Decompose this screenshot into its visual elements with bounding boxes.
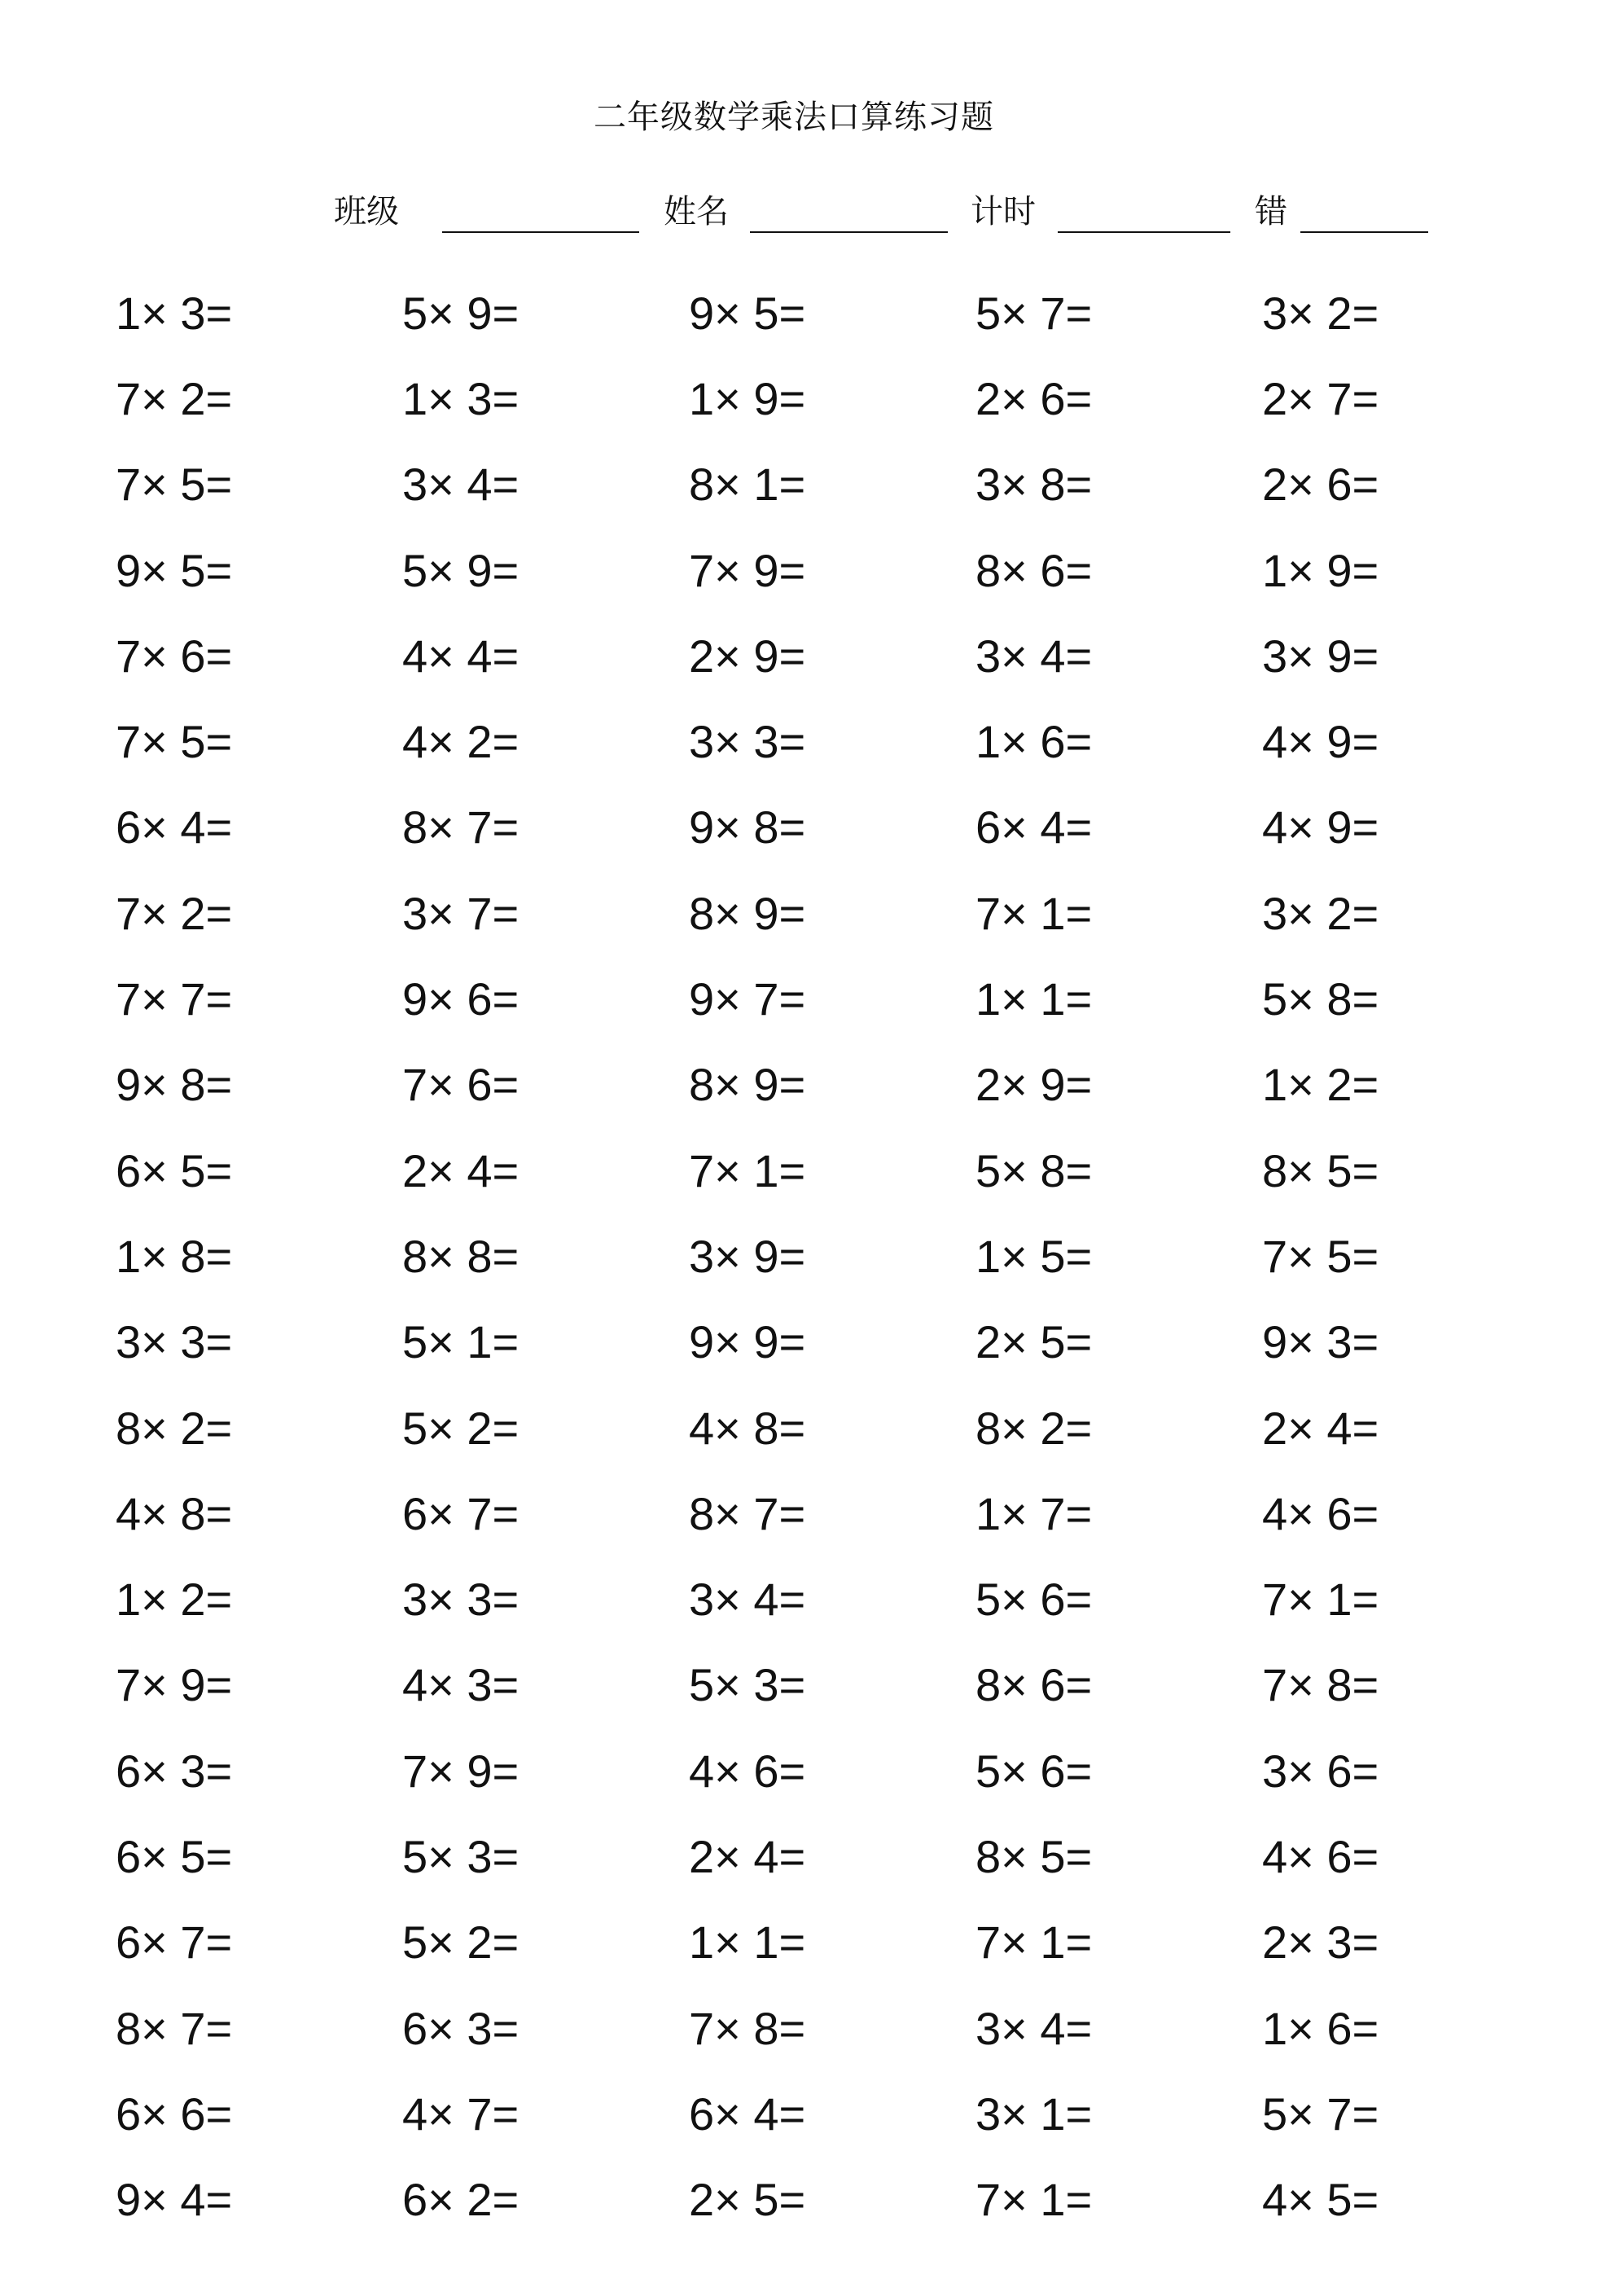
- multiplication-problem: 2× 7=: [1262, 372, 1379, 424]
- multiplication-problem: 5× 3=: [402, 1830, 519, 1882]
- time-blank[interactable]: [1058, 231, 1230, 233]
- multiplication-problem: 7× 1=: [975, 887, 1093, 939]
- multiplication-problem: 3× 4=: [975, 630, 1093, 682]
- multiplication-problem: 1× 2=: [1262, 1059, 1379, 1111]
- multiplication-problem: 5× 9=: [402, 544, 519, 596]
- multiplication-problem: 2× 9=: [689, 630, 806, 682]
- multiplication-problem: 4× 6=: [1262, 1487, 1379, 1539]
- multiplication-problem: 3× 1=: [975, 2087, 1093, 2140]
- name-label: 姓名: [664, 193, 729, 230]
- multiplication-problem: 4× 6=: [1262, 1830, 1379, 1882]
- multiplication-problem: 1× 9=: [1262, 544, 1379, 596]
- problem-row: [116, 1214, 1549, 1299]
- multiplication-problem: 1× 5=: [975, 1230, 1093, 1282]
- multiplication-problem: 1× 8=: [116, 1230, 233, 1282]
- multiplication-problem: 4× 8=: [689, 1402, 806, 1454]
- problem-row: [116, 1986, 1549, 2071]
- multiplication-problem: 6× 7=: [116, 1916, 233, 1969]
- multiplication-problem: 6× 3=: [402, 2002, 519, 2054]
- multiplication-problem: 4× 6=: [689, 1745, 806, 1797]
- multiplication-problem: 3× 7=: [402, 887, 519, 939]
- multiplication-problem: 3× 3=: [689, 716, 806, 768]
- multiplication-problem: 7× 1=: [689, 1144, 806, 1196]
- multiplication-problem: 7× 5=: [116, 459, 233, 511]
- multiplication-problem: 7× 5=: [116, 716, 233, 768]
- worksheet-title: 二年级数学乘法口算练习题: [594, 99, 994, 136]
- multiplication-problem: 9× 9=: [689, 1316, 806, 1368]
- multiplication-problem: 5× 8=: [1262, 973, 1379, 1025]
- multiplication-problem: 5× 2=: [402, 1402, 519, 1454]
- multiplication-problem: 7× 6=: [402, 1059, 519, 1111]
- multiplication-problem: 8× 5=: [975, 1830, 1093, 1882]
- multiplication-problem: 3× 4=: [689, 1574, 806, 1626]
- multiplication-problem: 7× 8=: [689, 2002, 806, 2054]
- multiplication-problem: 7× 1=: [1262, 1574, 1379, 1626]
- multiplication-problem: 6× 4=: [975, 801, 1093, 854]
- multiplication-problem: 1× 3=: [116, 287, 233, 339]
- time-label: 计时: [971, 193, 1036, 230]
- multiplication-problem: 8× 5=: [1262, 1144, 1379, 1196]
- multiplication-problem: 6× 3=: [116, 1745, 233, 1797]
- multiplication-problem: 1× 6=: [1262, 2002, 1379, 2054]
- multiplication-problem: 3× 3=: [116, 1316, 233, 1368]
- problem-row: [116, 1556, 1549, 1642]
- multiplication-problem: 2× 5=: [689, 2174, 806, 2226]
- multiplication-problem: 7× 8=: [1262, 1659, 1379, 1711]
- multiplication-problem: 2× 3=: [1262, 1916, 1379, 1969]
- multiplication-problem: 1× 9=: [689, 372, 806, 424]
- errors-blank[interactable]: [1300, 231, 1428, 233]
- multiplication-problem: 8× 8=: [402, 1230, 519, 1282]
- multiplication-problem: 9× 3=: [1262, 1316, 1379, 1368]
- multiplication-problem: 4× 3=: [402, 1659, 519, 1711]
- multiplication-problem: 8× 6=: [975, 544, 1093, 596]
- multiplication-problem: 9× 5=: [689, 287, 806, 339]
- multiplication-problem: 4× 7=: [402, 2087, 519, 2140]
- problem-row: [116, 442, 1549, 528]
- multiplication-problem: 4× 5=: [1262, 2174, 1379, 2226]
- multiplication-problem: 3× 2=: [1262, 287, 1379, 339]
- class-blank[interactable]: [442, 231, 639, 233]
- multiplication-problem: 8× 7=: [689, 1487, 806, 1539]
- problem-row: [116, 1900, 1549, 1986]
- multiplication-problem: 7× 5=: [1262, 1230, 1379, 1282]
- multiplication-problem: 1× 2=: [116, 1574, 233, 1626]
- multiplication-problem: 5× 7=: [975, 287, 1093, 339]
- multiplication-problem: 2× 6=: [975, 372, 1093, 424]
- multiplication-problem: 4× 8=: [116, 1487, 233, 1539]
- multiplication-problem: 6× 7=: [402, 1487, 519, 1539]
- multiplication-problem: 9× 6=: [402, 973, 519, 1025]
- multiplication-problem: 5× 8=: [975, 1144, 1093, 1196]
- multiplication-problem: 4× 4=: [402, 630, 519, 682]
- problem-row: [116, 1728, 1549, 1814]
- problem-row: [116, 956, 1549, 1042]
- multiplication-problem: 5× 7=: [1262, 2087, 1379, 2140]
- name-blank[interactable]: [750, 231, 948, 233]
- multiplication-problem: 4× 9=: [1262, 716, 1379, 768]
- multiplication-problem: 3× 9=: [1262, 630, 1379, 682]
- multiplication-problem: 6× 5=: [116, 1144, 233, 1196]
- multiplication-problem: 7× 9=: [689, 544, 806, 596]
- problem-row: [116, 1471, 1549, 1556]
- problem-row: [116, 699, 1549, 784]
- multiplication-problem: 9× 7=: [689, 973, 806, 1025]
- multiplication-problem: 3× 9=: [689, 1230, 806, 1282]
- multiplication-problem: 6× 2=: [402, 2174, 519, 2226]
- multiplication-problem: 7× 9=: [116, 1659, 233, 1711]
- multiplication-problem: 3× 8=: [975, 459, 1093, 511]
- problem-row: [116, 2071, 1549, 2157]
- multiplication-problem: 1× 3=: [402, 372, 519, 424]
- problem-row: [116, 270, 1549, 356]
- multiplication-problem: 9× 4=: [116, 2174, 233, 2226]
- multiplication-problem: 6× 5=: [116, 1830, 233, 1882]
- multiplication-problem: 5× 9=: [402, 287, 519, 339]
- problem-row: [116, 785, 1549, 871]
- multiplication-problem: 5× 2=: [402, 1916, 519, 1969]
- problem-row: [116, 2158, 1549, 2243]
- multiplication-problem: 2× 5=: [975, 1316, 1093, 1368]
- multiplication-problem: 9× 5=: [116, 544, 233, 596]
- multiplication-problem: 4× 9=: [1262, 801, 1379, 854]
- problem-row: [116, 1043, 1549, 1128]
- multiplication-problem: 8× 9=: [689, 887, 806, 939]
- problem-row: [116, 1385, 1549, 1471]
- multiplication-problem: 9× 8=: [116, 1059, 233, 1111]
- multiplication-problem: 7× 7=: [116, 973, 233, 1025]
- multiplication-problem: 5× 1=: [402, 1316, 519, 1368]
- multiplication-problem: 3× 4=: [975, 2002, 1093, 2054]
- multiplication-problem: 6× 4=: [689, 2087, 806, 2140]
- class-label: 班级: [334, 193, 399, 230]
- multiplication-problem: 2× 9=: [975, 1059, 1093, 1111]
- multiplication-problem: 7× 2=: [116, 887, 233, 939]
- multiplication-problem: 8× 2=: [975, 1402, 1093, 1454]
- multiplication-problem: 8× 9=: [689, 1059, 806, 1111]
- multiplication-problem: 2× 4=: [1262, 1402, 1379, 1454]
- multiplication-problem: 8× 7=: [402, 801, 519, 854]
- multiplication-problem: 7× 9=: [402, 1745, 519, 1797]
- multiplication-problem: 8× 1=: [689, 459, 806, 511]
- problem-row: [116, 528, 1549, 613]
- multiplication-problem: 2× 4=: [689, 1830, 806, 1882]
- student-info-bar: [0, 181, 1622, 238]
- multiplication-problem: 3× 2=: [1262, 887, 1379, 939]
- multiplication-problem: 9× 8=: [689, 801, 806, 854]
- problem-row: [116, 1814, 1549, 1899]
- multiplication-problem: 3× 6=: [1262, 1745, 1379, 1797]
- problem-row: [116, 1643, 1549, 1728]
- multiplication-problem: 7× 6=: [116, 630, 233, 682]
- multiplication-problem: 4× 2=: [402, 716, 519, 768]
- multiplication-problem: 5× 6=: [975, 1574, 1093, 1626]
- problem-row: [116, 613, 1549, 699]
- multiplication-problem: 8× 7=: [116, 2002, 233, 2054]
- multiplication-problem: 1× 7=: [975, 1487, 1093, 1539]
- multiplication-problem: 6× 4=: [116, 801, 233, 854]
- problem-row: [116, 1128, 1549, 1214]
- multiplication-problem: 1× 1=: [689, 1916, 806, 1969]
- multiplication-problem: 5× 3=: [689, 1659, 806, 1711]
- multiplication-problem: 2× 6=: [1262, 459, 1379, 511]
- problem-row: [116, 356, 1549, 441]
- errors-label: 错: [1255, 193, 1287, 230]
- multiplication-problem: 8× 2=: [116, 1402, 233, 1454]
- multiplication-problem: 8× 6=: [975, 1659, 1093, 1711]
- multiplication-problem: 1× 6=: [975, 716, 1093, 768]
- problem-grid: [116, 270, 1549, 2243]
- multiplication-problem: 3× 3=: [402, 1574, 519, 1626]
- problem-row: [116, 1300, 1549, 1385]
- problem-row: [116, 871, 1549, 956]
- multiplication-problem: 2× 4=: [402, 1144, 519, 1196]
- multiplication-problem: 7× 1=: [975, 1916, 1093, 1969]
- multiplication-problem: 5× 6=: [975, 1745, 1093, 1797]
- multiplication-problem: 1× 1=: [975, 973, 1093, 1025]
- multiplication-problem: 7× 2=: [116, 372, 233, 424]
- multiplication-problem: 6× 6=: [116, 2087, 233, 2140]
- multiplication-problem: 3× 4=: [402, 459, 519, 511]
- multiplication-problem: 7× 1=: [975, 2174, 1093, 2226]
